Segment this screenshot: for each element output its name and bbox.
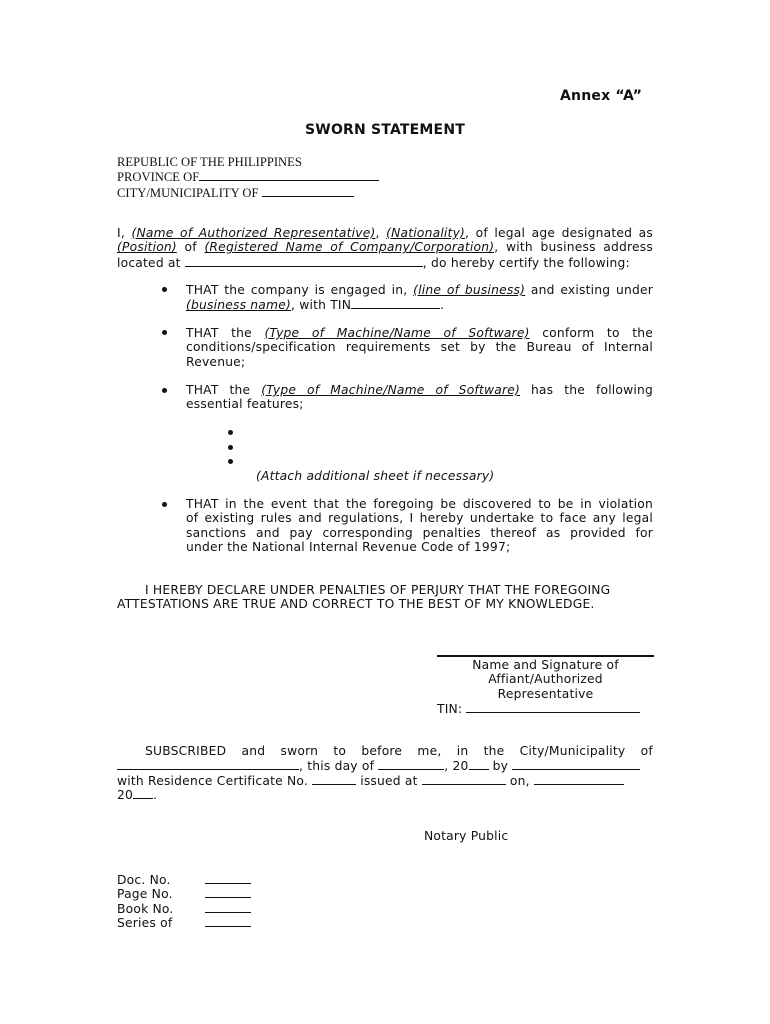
sub-bullet-icon bbox=[228, 430, 233, 435]
city-blank[interactable] bbox=[262, 185, 354, 197]
page-no-blank[interactable] bbox=[205, 886, 251, 898]
jurisdiction-header bbox=[117, 155, 379, 200]
notarial-register: Doc. No. Page No. Book No. Series of bbox=[117, 872, 267, 930]
clause-line: of existing rules and regulations, I hereby undertake to face any legal bbox=[186, 511, 653, 526]
clause-line: essential features; bbox=[186, 397, 304, 412]
sub-bullet-icon bbox=[228, 445, 233, 450]
affiant-tin-blank[interactable] bbox=[466, 701, 640, 713]
bullet-icon bbox=[162, 388, 167, 393]
jurat-line-3: with Residence Certificate No. issued at on, bbox=[117, 773, 653, 787]
republic-line: REPUBLIC OF THE PHILIPPINES bbox=[117, 155, 302, 169]
notary-public: Notary Public bbox=[424, 829, 509, 843]
jurat-line-4: 20 . bbox=[117, 788, 158, 803]
jurat-paragraph bbox=[117, 744, 653, 802]
signature-line[interactable] bbox=[437, 655, 654, 657]
clause-features: THAT the (Type of Machine/Name of Software) has the following essential features; bbox=[186, 383, 654, 412]
clause-line: conditions/specification requirements set by the Bureau of Internal bbox=[186, 340, 653, 355]
nationality-placeholder: (Nationality) bbox=[386, 226, 466, 240]
bullet-icon bbox=[162, 330, 167, 335]
province-line: PROVINCE OF bbox=[117, 169, 379, 184]
address-blank[interactable] bbox=[185, 255, 423, 267]
affiant-tin: TIN: bbox=[437, 701, 640, 716]
clause-line: sanctions and pay corresponding penalties thereof as provided for bbox=[186, 525, 653, 540]
machine-placeholder: (Type of Machine/Name of Software) bbox=[264, 326, 530, 340]
signature-caption: Name and Signature of Affiant/Authorized Representative bbox=[472, 658, 619, 701]
issued-on-blank[interactable] bbox=[534, 773, 624, 785]
year-blank[interactable] bbox=[469, 758, 489, 770]
clause-conformity: THAT the (Type of Machine/Name of Software) conform to the conditions/specification requirements set by the Bureau of Internal Revenue; bbox=[186, 326, 654, 369]
declaration-line: I HEREBY DECLARE UNDER PENALTIES OF PERJURY THAT THE FOREGOING bbox=[145, 583, 611, 597]
doc-no-blank[interactable] bbox=[205, 872, 251, 884]
city-line: CITY/MUNICIPALITY OF bbox=[117, 185, 379, 200]
bullet-icon bbox=[162, 287, 167, 292]
jurat-line-2: , this day of , 20 by bbox=[117, 758, 653, 772]
clause-line: THAT in the event that the foregoing be discovered to be in violation bbox=[186, 497, 653, 511]
intro-paragraph: I, (Name of Authorized Representative), (Nationality), of legal age designated as (Position) of (Registered Name of Company/Corporation), with business address located at , do hereby certify the following: bbox=[117, 226, 654, 270]
declaration bbox=[117, 583, 653, 612]
clause-line: Revenue; bbox=[186, 354, 246, 369]
annex-label: Annex “A” bbox=[560, 88, 643, 104]
bullet-icon bbox=[162, 502, 167, 507]
year-blank[interactable] bbox=[133, 787, 153, 799]
province-blank[interactable] bbox=[199, 169, 379, 181]
sub-bullet-icon bbox=[228, 459, 233, 464]
business-name-placeholder: (business name) bbox=[186, 298, 291, 313]
tin-blank[interactable] bbox=[351, 297, 440, 309]
city-municipality-blank[interactable] bbox=[117, 758, 299, 770]
clause-business: THAT the company is engaged in, (line of business) and existing under (business name), with TIN . bbox=[186, 283, 654, 313]
rep-placeholder: (Name of Authorized Representative) bbox=[131, 226, 376, 240]
attach-note: (Attach additional sheet if necessary) bbox=[256, 469, 495, 483]
book-no-blank[interactable] bbox=[205, 901, 251, 913]
series-blank[interactable] bbox=[205, 915, 251, 927]
by-blank[interactable] bbox=[512, 758, 640, 770]
company-placeholder: (Registered Name of Company/Corporation) bbox=[204, 240, 495, 255]
line-of-business-placeholder: (line of business) bbox=[413, 283, 526, 297]
residence-cert-blank[interactable] bbox=[312, 773, 356, 785]
machine-placeholder: (Type of Machine/Name of Software) bbox=[261, 383, 520, 397]
clause-line: under the National Internal Revenue Code of 1997; bbox=[186, 540, 511, 555]
position-placeholder: (Position) bbox=[117, 240, 177, 255]
declaration-line: ATTESTATIONS ARE TRUE AND CORRECT TO THE BEST OF MY KNOWLEDGE. bbox=[117, 597, 595, 612]
document-title: SWORN STATEMENT bbox=[305, 122, 465, 138]
clause-violation bbox=[186, 497, 653, 555]
day-blank[interactable] bbox=[378, 758, 444, 770]
issued-at-blank[interactable] bbox=[422, 773, 506, 785]
jurat-line-1: SUBSCRIBED and sworn to before me, in the City/Municipality of bbox=[145, 744, 653, 758]
